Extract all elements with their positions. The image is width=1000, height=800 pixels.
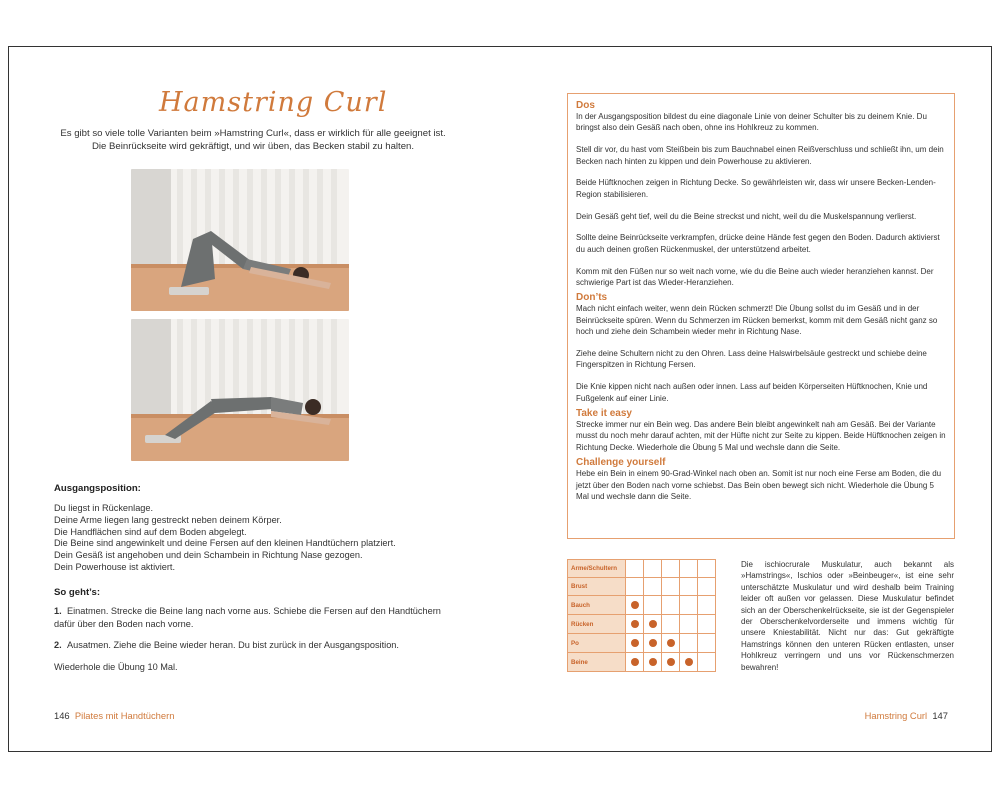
step-text: Einatmen. Strecke die Beine lang nach vorne aus. Schiebe die Fersen auf den Handtüchern dafür über den Boden nach vorne. bbox=[54, 606, 441, 629]
intensity-cell bbox=[644, 615, 662, 634]
donts-heading: Don’ts bbox=[576, 292, 608, 304]
donts-paragraph: Mach nicht einfach weiter, wenn dein Rücken schmerzt! Die Übung sollst du im Gesäß und in der Beinrückseite spüren. Wenn du Schmerzen im Rücken bemerkst, komm mit dem Gesäß nicht ganz so hoch und ziehe dein Schambein wieder mehr in Richtung Nase. bbox=[576, 304, 938, 337]
dos-paragraph: Komm mit den Füßen nur so weit nach vorne, wie du die Beine auch wieder heranziehen kannst. Der schwierige Part ist das Wieder-Heranziehen. bbox=[576, 266, 934, 288]
dos-paragraph: Dein Gesäß geht tief, weil du die Beine streckst und nicht, weil du die Muskelspannung verlierst. bbox=[576, 211, 917, 221]
muscle-label: Brust bbox=[568, 578, 626, 596]
intensity-dot bbox=[631, 620, 639, 628]
intensity-cell bbox=[680, 578, 698, 596]
dos-paragraph: Beide Hüftknochen zeigen in Richtung Decke. So gewährleisten wir, dass wir unsere Becken-Lenden-Region stabilisieren. bbox=[576, 178, 936, 199]
intensity-cell bbox=[626, 596, 644, 615]
intensity-cell bbox=[644, 596, 662, 615]
ausgang-line: Die Handflächen sind auf dem Boden abgelegt. bbox=[54, 526, 247, 537]
ausgang-list bbox=[54, 503, 454, 574]
page-number: 146 bbox=[54, 710, 70, 721]
step-number: 2. bbox=[54, 640, 62, 650]
muscle-label: Arme/Schultern bbox=[568, 560, 626, 578]
muscle-row bbox=[568, 560, 716, 578]
challenge-paragraph: Hebe ein Bein in einem 90-Grad-Winkel nach oben an. Somit ist nur noch eine Ferse am Boden, die du jetzt über den Boden nach vorne schiebst. Das Bein oben bewegt sich nicht. Wiederhole die Übung 5 Mal und wechsle dann die Seite. bbox=[576, 469, 942, 502]
intensity-dot bbox=[685, 658, 693, 666]
intensity-dot bbox=[631, 658, 639, 666]
ausgang-heading: Ausgangsposition: bbox=[54, 483, 141, 494]
exercise-photo-extended bbox=[131, 319, 349, 461]
folio-right bbox=[865, 710, 948, 721]
intensity-dot bbox=[649, 658, 657, 666]
muscle-row bbox=[568, 615, 716, 634]
dos-heading: Dos bbox=[576, 100, 595, 111]
muscle-chart bbox=[567, 559, 716, 672]
intensity-cell bbox=[662, 653, 680, 672]
intensity-cell bbox=[698, 560, 716, 578]
step-text: Ausatmen. Ziehe die Beine wieder heran. Du bist zurück in der Ausgangsposition. bbox=[67, 640, 399, 650]
intensity-cell bbox=[698, 634, 716, 653]
intensity-cell bbox=[698, 578, 716, 596]
muscle-label: Bauch bbox=[568, 596, 626, 615]
book-spread bbox=[8, 46, 992, 752]
intensity-cell bbox=[626, 578, 644, 596]
intensity-dot bbox=[649, 620, 657, 628]
muscle-label: Beine bbox=[568, 653, 626, 672]
tips-box bbox=[567, 93, 955, 539]
intensity-dot bbox=[649, 639, 657, 647]
muscle-row bbox=[568, 578, 716, 596]
exercise-title: Hamstring Curl bbox=[159, 87, 388, 118]
intensity-cell bbox=[698, 596, 716, 615]
left-page bbox=[9, 47, 501, 751]
intensity-cell bbox=[644, 653, 662, 672]
intensity-cell bbox=[680, 560, 698, 578]
step-1 bbox=[54, 605, 454, 630]
dos-paragraph: Sollte deine Beinrückseite verkrampfen, drücke deine Hände fest gegen den Boden. Dadurch aktivierst du auch deinen großen Rückenmuskel, der unterstützend arbeitet. bbox=[576, 233, 940, 254]
intensity-cell bbox=[626, 615, 644, 634]
ausgang-line: Du liegst in Rückenlage. bbox=[54, 503, 154, 513]
right-page bbox=[501, 47, 993, 751]
intensity-dot bbox=[667, 658, 675, 666]
intensity-cell bbox=[626, 634, 644, 653]
repeat-note: Wiederhole die Übung 10 Mal. bbox=[54, 662, 178, 672]
muscle-row bbox=[568, 653, 716, 672]
challenge-heading: Challenge yourself bbox=[576, 457, 666, 469]
intensity-dot bbox=[631, 639, 639, 647]
intensity-cell bbox=[662, 634, 680, 653]
intensity-cell bbox=[644, 560, 662, 578]
intensity-cell bbox=[680, 653, 698, 672]
intro-text: Es gibt so viele tolle Varianten beim »Hamstring Curl«, dass er wirklich für alle geeignet ist. Die Beinrückseite wird gekräftigt, und wir üben, das Becken stabil zu halten. bbox=[60, 128, 446, 152]
easy-paragraph: Strecke immer nur ein Bein weg. Das andere Bein bleibt angewinkelt nah am Gesäß. Bei der Variante musst du noch mehr darauf achten, mit der Hüfte nicht zur Seite zu kippen. Beide Hüftknochen zeigen in Richtung Decke. Wiederhole die Übung 5 Mal und wechsle dann die Seite. bbox=[576, 420, 946, 452]
easy-heading: Take it easy bbox=[576, 408, 632, 420]
ausgang-line: Dein Powerhouse ist aktiviert. bbox=[54, 561, 176, 572]
muscle-row bbox=[568, 596, 716, 615]
intensity-cell bbox=[626, 653, 644, 672]
donts-paragraph: Die Knie kippen nicht nach außen oder innen. Lass auf beiden Körperseiten Hüftknochen, Knie und Fußgelenk auf einer Linie. bbox=[576, 382, 928, 403]
intensity-dot bbox=[631, 601, 639, 609]
intensity-cell bbox=[662, 596, 680, 615]
muscle-label: Po bbox=[568, 634, 626, 653]
folio-left bbox=[54, 710, 174, 721]
muscle-label: Rücken bbox=[568, 615, 626, 634]
intensity-cell bbox=[662, 560, 680, 578]
intensity-cell bbox=[644, 634, 662, 653]
ausgang-line: Deine Arme liegen lang gestreckt neben deinem Körper. bbox=[54, 514, 282, 525]
hamstrings-info: Die ischiocrurale Muskulatur, auch bekannt als »Hamstrings«, Ischios oder »Beinbeuger«, ist eine sehr unterschätzte Muskulatur und wird deshalb beim Training leider oft außen vor gelassen. Diese Muskulatur befindet sich an der Oberschenkelrückseite, sie ist der Gegenspieler der Oberschenkelvorderseite und immens wichtig für unsere Kniestabilität. Nicht nur das: Gut gekräftigte Hamstrings können den unteren Rücken entlasten, unser Hohlkreuz verringern und uns vor Rückenschmerzen bewahren! bbox=[741, 560, 954, 672]
intensity-cell bbox=[698, 653, 716, 672]
intensity-cell bbox=[644, 578, 662, 596]
step-2 bbox=[54, 639, 454, 652]
dos-paragraph: Stell dir vor, du hast vom Steißbein bis zum Bauchnabel einen Reißverschluss und schließt ihn, um dein Becken nach hinten zu kippen und dein Powerhouse zu aktivieren. bbox=[576, 145, 944, 166]
intensity-cell bbox=[680, 596, 698, 615]
running-title: Pilates mit Handtüchern bbox=[74, 710, 175, 721]
intensity-cell bbox=[698, 615, 716, 634]
muscle-row bbox=[568, 634, 716, 653]
ausgang-line: Die Beine sind angewinkelt und deine Fersen auf den kleinen Handtüchern platziert. bbox=[54, 538, 396, 549]
ausgang-line: Dein Gesäß ist angehoben und dein Schambein in Richtung Nase gezogen. bbox=[54, 550, 363, 561]
intensity-cell bbox=[662, 578, 680, 596]
dos-paragraph: In der Ausgangsposition bildest du eine diagonale Linie von deiner Schulter bis zu deinem Knie. Du bringst also dein Gesäß nach oben, ohne ins Hohlkreuz zu kommen. bbox=[576, 112, 927, 133]
intensity-cell bbox=[662, 615, 680, 634]
intensity-cell bbox=[626, 560, 644, 578]
donts-paragraph: Ziehe deine Schultern nicht zu den Ohren. Lass deine Halswirbelsäule gestreckt und schiebe deine Fingerspitzen in Richtung Fersen. bbox=[576, 349, 927, 370]
intensity-cell bbox=[680, 634, 698, 653]
gehts-heading: So geht’s: bbox=[54, 587, 101, 598]
exercise-photo-start bbox=[131, 169, 349, 311]
intensity-dot bbox=[667, 639, 675, 647]
step-number: 1. bbox=[54, 606, 62, 616]
page-number: 147 bbox=[932, 710, 948, 721]
running-title: Hamstring Curl bbox=[864, 710, 928, 721]
intensity-cell bbox=[680, 615, 698, 634]
